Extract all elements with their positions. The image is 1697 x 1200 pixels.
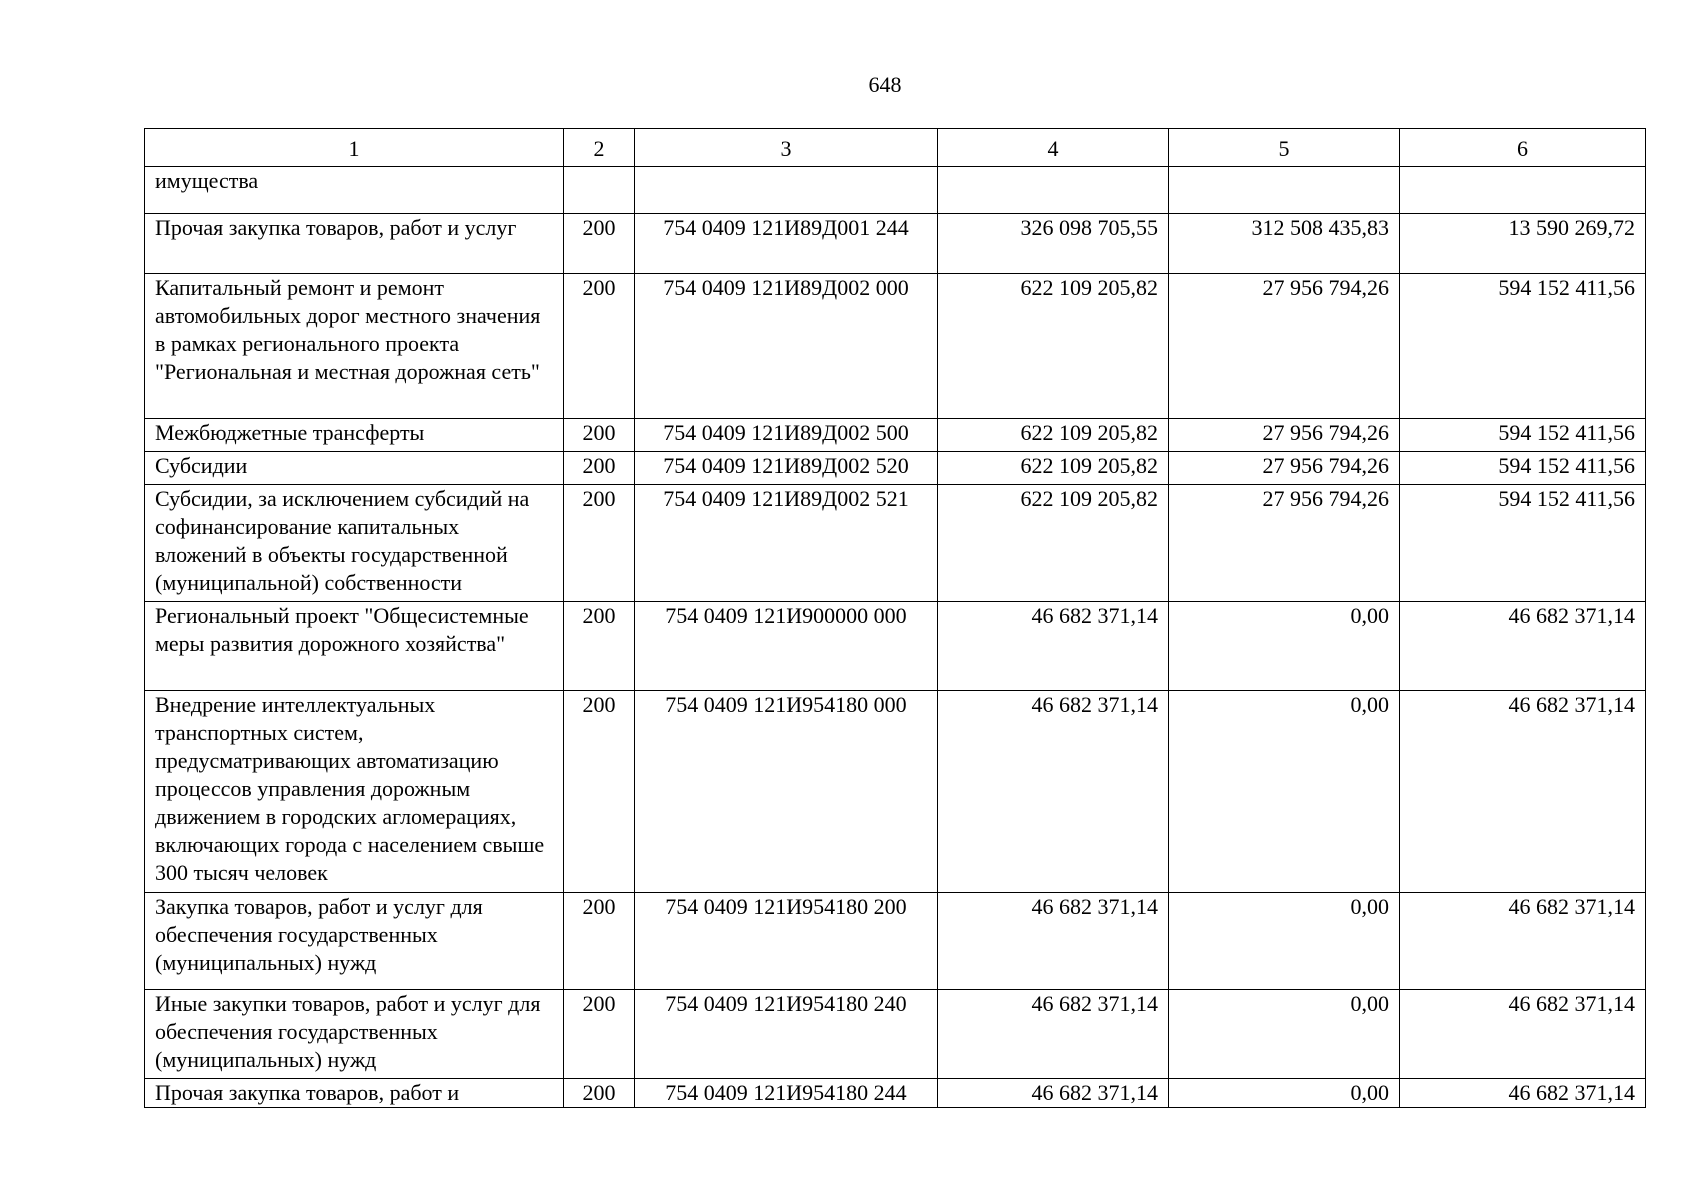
row-name: Региональный проект "Общесистемные меры развития дорожного хозяйства": [145, 602, 564, 691]
row-rest: 594 152 411,56: [1400, 485, 1646, 602]
row-kbk: 754 0409 121И954180 200: [635, 893, 938, 990]
row-name: Капитальный ремонт и ремонт автомобильных дорог местного значения в рамках регионального проекта "Региональная и местная дорожная сеть": [145, 274, 564, 419]
page-number: 648: [868, 72, 902, 97]
table-row: [145, 419, 1646, 452]
row-plan: 622 109 205,82: [938, 452, 1169, 485]
row-plan: 46 682 371,14: [938, 691, 1169, 893]
table-row: [145, 214, 1646, 274]
row-rest: 594 152 411,56: [1400, 452, 1646, 485]
table-row: [145, 167, 1646, 214]
row-exec: 0,00: [1169, 990, 1400, 1079]
row-code: 200: [564, 419, 635, 452]
row-name: Прочая закупка товаров, работ и услуг: [145, 214, 564, 274]
table-row: [145, 691, 1646, 893]
row-name: Межбюджетные трансферты: [145, 419, 564, 452]
row-plan: 622 109 205,82: [938, 274, 1169, 419]
table-header: [145, 129, 1646, 167]
row-name: Внедрение интеллектуальных транспортных систем, предусматривающих автоматизацию процессов управления дорожным движением в городских агломерациях, включающих города с населением свыше 300 тысяч человек: [145, 691, 564, 893]
row-kbk: 754 0409 121И954180 240: [635, 990, 938, 1079]
column-header-4: 4: [938, 129, 1169, 167]
row-kbk: 754 0409 121И89Д002 000: [635, 274, 938, 419]
row-kbk: 754 0409 121И954180 244: [635, 1079, 938, 1108]
row-kbk: 754 0409 121И89Д002 520: [635, 452, 938, 485]
row-code: 200: [564, 893, 635, 990]
row-code: 200: [564, 691, 635, 893]
row-exec: 312 508 435,83: [1169, 214, 1400, 274]
column-header-3: 3: [635, 129, 938, 167]
row-code: 200: [564, 1079, 635, 1108]
row-rest: [1400, 167, 1646, 214]
row-kbk: 754 0409 121И89Д001 244: [635, 214, 938, 274]
row-exec: 27 956 794,26: [1169, 485, 1400, 602]
table-row: [145, 893, 1646, 990]
table-row: [145, 274, 1646, 419]
row-exec: 27 956 794,26: [1169, 419, 1400, 452]
row-plan: 46 682 371,14: [938, 893, 1169, 990]
row-exec: 0,00: [1169, 893, 1400, 990]
row-rest: 46 682 371,14: [1400, 990, 1646, 1079]
row-name: Закупка товаров, работ и услуг для обеспечения государственных (муниципальных) нужд: [145, 893, 564, 990]
row-plan: 326 098 705,55: [938, 214, 1169, 274]
row-code: 200: [564, 452, 635, 485]
row-plan: [938, 167, 1169, 214]
row-exec: 0,00: [1169, 602, 1400, 691]
row-rest: 46 682 371,14: [1400, 602, 1646, 691]
column-header-1: 1: [145, 129, 564, 167]
row-exec: 0,00: [1169, 691, 1400, 893]
row-code: [564, 167, 635, 214]
table-body: [145, 167, 1646, 1108]
row-plan: 622 109 205,82: [938, 485, 1169, 602]
row-rest: 46 682 371,14: [1400, 1079, 1646, 1108]
row-rest: 46 682 371,14: [1400, 893, 1646, 990]
row-name: имущества: [145, 167, 564, 214]
row-rest: 13 590 269,72: [1400, 214, 1646, 274]
row-plan: 46 682 371,14: [938, 990, 1169, 1079]
row-rest: 594 152 411,56: [1400, 419, 1646, 452]
row-exec: 27 956 794,26: [1169, 452, 1400, 485]
row-plan: 46 682 371,14: [938, 602, 1169, 691]
row-rest: 594 152 411,56: [1400, 274, 1646, 419]
table-row: [145, 990, 1646, 1079]
row-code: 200: [564, 214, 635, 274]
header-row: [145, 129, 1646, 167]
row-exec: 27 956 794,26: [1169, 274, 1400, 419]
row-plan: 622 109 205,82: [938, 419, 1169, 452]
row-kbk: 754 0409 121И954180 000: [635, 691, 938, 893]
row-kbk: [635, 167, 938, 214]
column-header-2: 2: [564, 129, 635, 167]
row-name: Субсидии: [145, 452, 564, 485]
row-exec: 0,00: [1169, 1079, 1400, 1108]
table-row: [145, 1079, 1646, 1108]
row-code: 200: [564, 602, 635, 691]
row-code: 200: [564, 274, 635, 419]
budget-table: [144, 128, 1646, 1108]
row-kbk: 754 0409 121И89Д002 521: [635, 485, 938, 602]
row-exec: [1169, 167, 1400, 214]
row-code: 200: [564, 485, 635, 602]
row-code: 200: [564, 990, 635, 1079]
row-name: Прочая закупка товаров, работ и: [145, 1079, 564, 1108]
column-header-6: 6: [1400, 129, 1646, 167]
row-name: Иные закупки товаров, работ и услуг для обеспечения государственных (муниципальных) нужд: [145, 990, 564, 1079]
row-plan: 46 682 371,14: [938, 1079, 1169, 1108]
table-row: [145, 485, 1646, 602]
table-row: [145, 602, 1646, 691]
row-kbk: 754 0409 121И900000 000: [635, 602, 938, 691]
table-row: [145, 452, 1646, 485]
row-kbk: 754 0409 121И89Д002 500: [635, 419, 938, 452]
row-name: Субсидии, за исключением субсидий на софинансирование капитальных вложений в объекты государственной (муниципальной) собственности: [145, 485, 564, 602]
row-rest: 46 682 371,14: [1400, 691, 1646, 893]
column-header-5: 5: [1169, 129, 1400, 167]
